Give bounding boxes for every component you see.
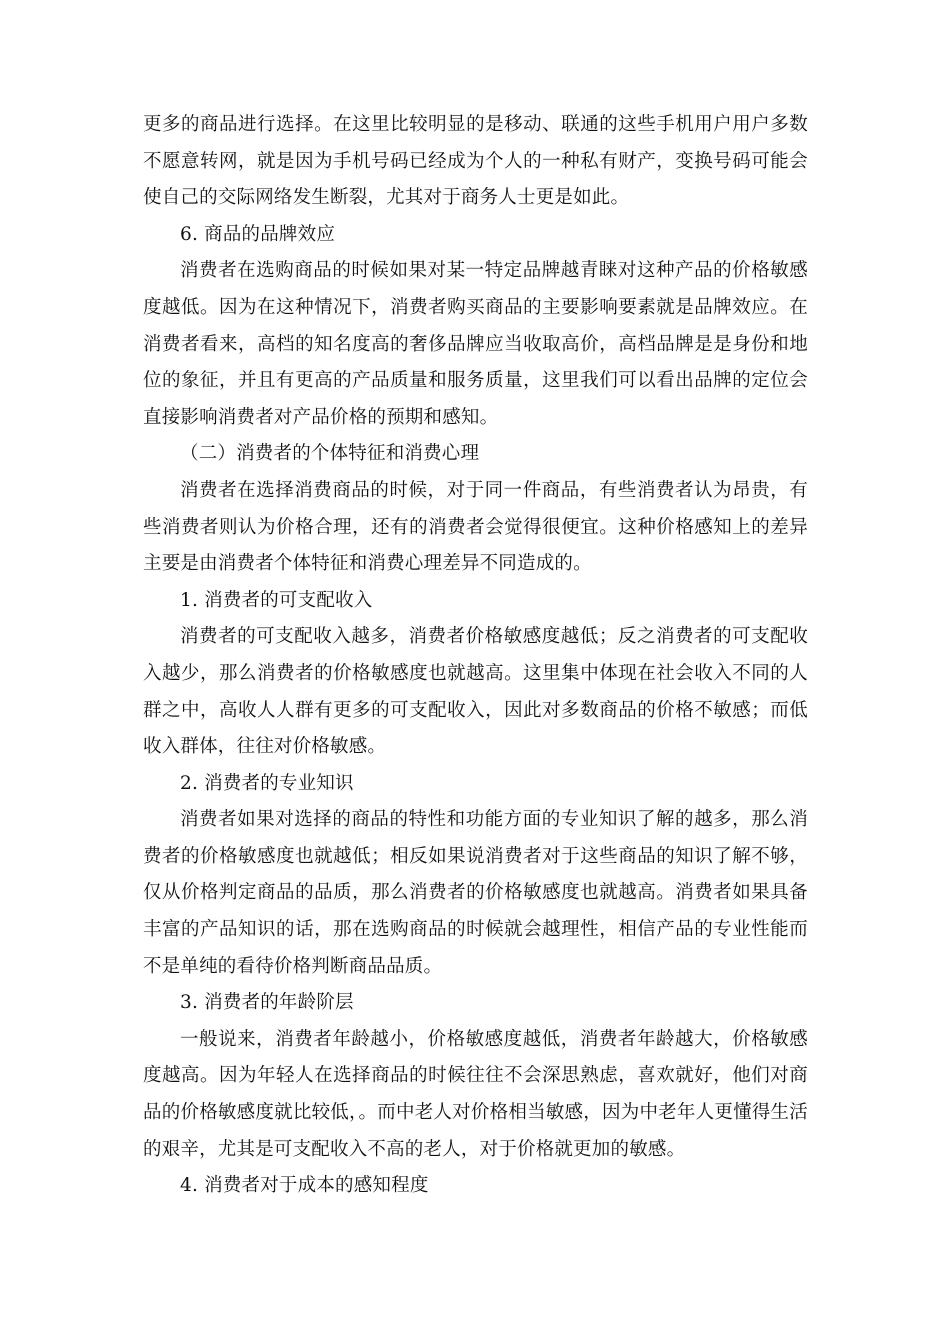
section-heading-brand-effect: 6. 商品的品牌效应 (180, 223, 336, 245)
document-page (143, 107, 808, 1205)
paragraph-individual-traits: 消费者在选择消费商品的时候，对于同一件商品，有些消费者认为昂贵，有些消费者则认为价格合理，还有的消费者会觉得很便宜。这种价格感知上的差异主要是由消费者个体特征和消费心理差异不同造成的。 (143, 479, 808, 575)
section-heading-disposable-income: 1. 消费者的可支配收入 (180, 589, 373, 611)
paragraph-continued: 更多的商品进行选择。在这里比较明显的是移动、联通的这些手机用户用户多数不愿意转网，就是因为手机号码已经成为个人的一种私有财产，变换号码可能会使自己的交际网络发生断裂，尤其对于商务人士更是如此。 (143, 114, 808, 209)
section-heading-individual-traits: （二）消费者的个体特征和消费心理 (180, 443, 480, 465)
section-heading-expertise: 2. 消费者的专业知识 (180, 772, 354, 794)
paragraph-expertise: 消费者如果对选择的商品的特性和功能方面的专业知识了解的越多，那么消费者的价格敏感度也就越低；相反如果说消费者对于这些商品的知识了解不够，仅从价格判定商品的品质，那么消费者的价格敏感度也就越高。消费者如果具备丰富的产品知识的话，那在选购商品的时候就会越理性，相信产品的专业性能而不是单纯的看待价格判断商品品质。 (143, 809, 808, 977)
section-heading-cost-perception: 4. 消费者对于成本的感知程度 (180, 1175, 429, 1197)
section-heading-age: 3. 消费者的年龄阶层 (180, 992, 354, 1014)
paragraph-brand-effect: 消费者在选购商品的时候如果对某一特定品牌越青睐对这种产品的价格敏感度越低。因为在这种情况下，消费者购买商品的主要影响要素就是品牌效应。在消费者看来，高档的知名度高的奢侈品牌应当收取高价，高档品牌是是身份和地位的象征，并且有更高的产品质量和服务质量，这里我们可以看出品牌的定位会直接影响消费者对产品价格的预期和感知。 (143, 260, 808, 428)
paragraph-age: 一般说来，消费者年龄越小，价格敏感度越低，消费者年龄越大，价格敏感度越高。因为年轻人在选择商品的时候往往不会深思熟虑，喜欢就好，他们对商品的价格敏感度就比较低，。而中老人对价格相当敏感，因为中老年人更懂得生活的艰辛，尤其是可支配收入不高的老人，对于价格就更加的敏感。 (143, 1028, 808, 1160)
paragraph-disposable-income: 消费者的可支配收入越多，消费者价格敏感度越低；反之消费者的可支配收入越少，那么消费者的价格敏感度也就越高。这里集中体现在社会收入不同的人群之中，高收人人群有更多的可支配收入，因此对多数商品的价格不敏感；而低收入群体，往往对价格敏感。 (143, 626, 808, 758)
